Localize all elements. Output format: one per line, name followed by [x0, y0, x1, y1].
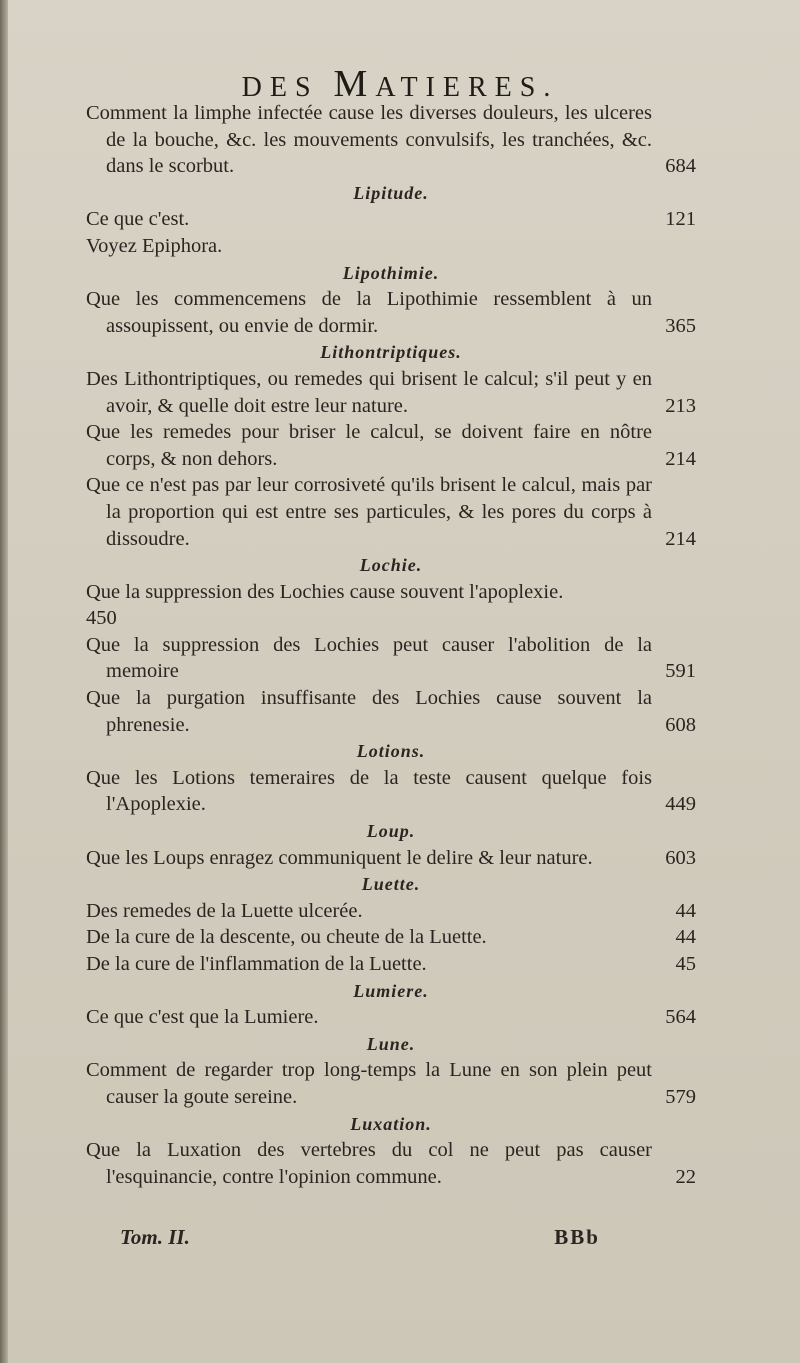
header-word-des: DES: [241, 72, 319, 103]
entry-page-number: 45: [675, 953, 696, 975]
index-entry: [86, 924, 696, 951]
entry-page-number: 214: [665, 447, 696, 470]
section-title: Lipothimie.: [342, 262, 440, 283]
entry-text: Que la suppression des Lochies peut causer l'abolition de la memoire: [86, 633, 652, 683]
entry-text: Que ce n'est pas par leur corrosiveté qu'ils brisent le calcul, mais par la proportion qui est entre ses particules, & les pores du corps à dissoudre.: [86, 474, 652, 550]
entry-page-number: 44: [675, 899, 696, 922]
section-title: Lithontriptiques.: [320, 342, 462, 363]
entry-text: Des Lithontriptiques, ou remedes qui brisent le calcul; s'il peut y en avoir, & quelle doit estre leur nature.: [86, 367, 652, 417]
entry-text: Voyez Epiphora.: [86, 234, 223, 257]
index-entry: [86, 765, 696, 818]
entry-page-number: 121: [665, 208, 696, 231]
entry-page-number: 564: [665, 1006, 696, 1029]
section-title: Luxation.: [350, 1113, 432, 1134]
entry-page-number: 213: [665, 394, 696, 417]
entry-page-number: 591: [665, 660, 696, 683]
entry-page-number: 22: [675, 1165, 696, 1188]
entry-text: Que la purgation insuffisante des Lochies cause souvent la phrenesie.: [86, 687, 652, 736]
entry-text: Que les Loups enragez communiquent le delire & leur nature.: [86, 846, 593, 869]
entry-text: Ce que c'est.: [86, 208, 190, 231]
entry-page-number: 608: [665, 713, 696, 736]
entry-text: Que la suppression des Lochies cause souvent l'apoplexie.: [86, 580, 564, 603]
header-initial: M: [333, 63, 376, 105]
entry-page-number: 450: [86, 607, 117, 630]
entry-text: Comment de regarder trop long-temps la Lune en son plein peut causer la goute sereine.: [86, 1059, 652, 1108]
section-title: Lotions.: [356, 741, 426, 762]
index-entry: [86, 286, 696, 339]
index-entry: [86, 472, 696, 552]
index-entry: [86, 898, 696, 925]
index-entry: [86, 419, 696, 472]
section-title: Loup.: [366, 821, 416, 842]
index-entry: [86, 100, 696, 180]
section-title: Lipitude.: [353, 182, 429, 203]
entry-page-number: 603: [665, 846, 696, 869]
index-entry: [86, 632, 696, 685]
index-entry: [86, 206, 696, 233]
entry-text: Que la Luxation des vertebres du col ne peut pas causer l'esquinancie, contre l'opinion commune.: [86, 1139, 652, 1188]
index-entry: [86, 845, 696, 872]
index-entry: [86, 1004, 696, 1031]
index-entry: [86, 951, 696, 978]
section-title: Lochie.: [359, 555, 423, 576]
index-content: [86, 100, 696, 1190]
entry-text: Que les remedes pour briser le calcul, se doivent faire en nôtre corps, & non dehors.: [86, 421, 652, 470]
signature-mark: BBb: [554, 1225, 600, 1249]
entry-text: Que les commencemens de la Lipothimie ressemblent à un assoupissent, ou envie de dormir.: [86, 288, 652, 337]
header-word-rest: ATIERES.: [375, 72, 559, 103]
entry-page-number: 214: [665, 527, 696, 550]
entry-text: Ce que c'est que la Lumiere.: [86, 1006, 319, 1029]
entry-page-number: 365: [665, 314, 696, 337]
page-spine-shadow: [0, 0, 8, 1363]
index-entry: [86, 1057, 696, 1110]
page-footer: [120, 1225, 600, 1250]
entry-page-number: 44: [675, 926, 696, 949]
entry-text: Des remedes de la Luette ulcerée.: [86, 899, 363, 922]
entry-text: Comment la limphe infectée cause les diverses douleurs, les ulceres de la bouche, &c. les mouvements convulsifs, les tranchées, &c. dans le scorbut.: [86, 102, 652, 178]
index-entry: [86, 685, 696, 738]
index-entry: [86, 1137, 696, 1190]
index-entry: [86, 579, 696, 632]
section-title: Lune.: [366, 1033, 416, 1054]
section-title: Luette.: [361, 874, 421, 895]
section-title: Lumiere.: [353, 980, 429, 1001]
entry-text: De la cure de la descente, ou cheute de la Luette.: [86, 926, 487, 949]
tome-number: Tom. II.: [120, 1225, 190, 1249]
entry-page-number: 579: [665, 1085, 696, 1108]
entry-text: Que les Lotions temeraires de la teste causent quelque fois l'Apoplexie.: [86, 766, 652, 816]
entry-page-number: 449: [665, 793, 696, 816]
index-entry: [86, 366, 696, 419]
entry-page-number: 684: [665, 155, 696, 178]
index-entry: [86, 233, 696, 260]
entry-text: De la cure de l'inflammation de la Luette.: [86, 953, 427, 975]
